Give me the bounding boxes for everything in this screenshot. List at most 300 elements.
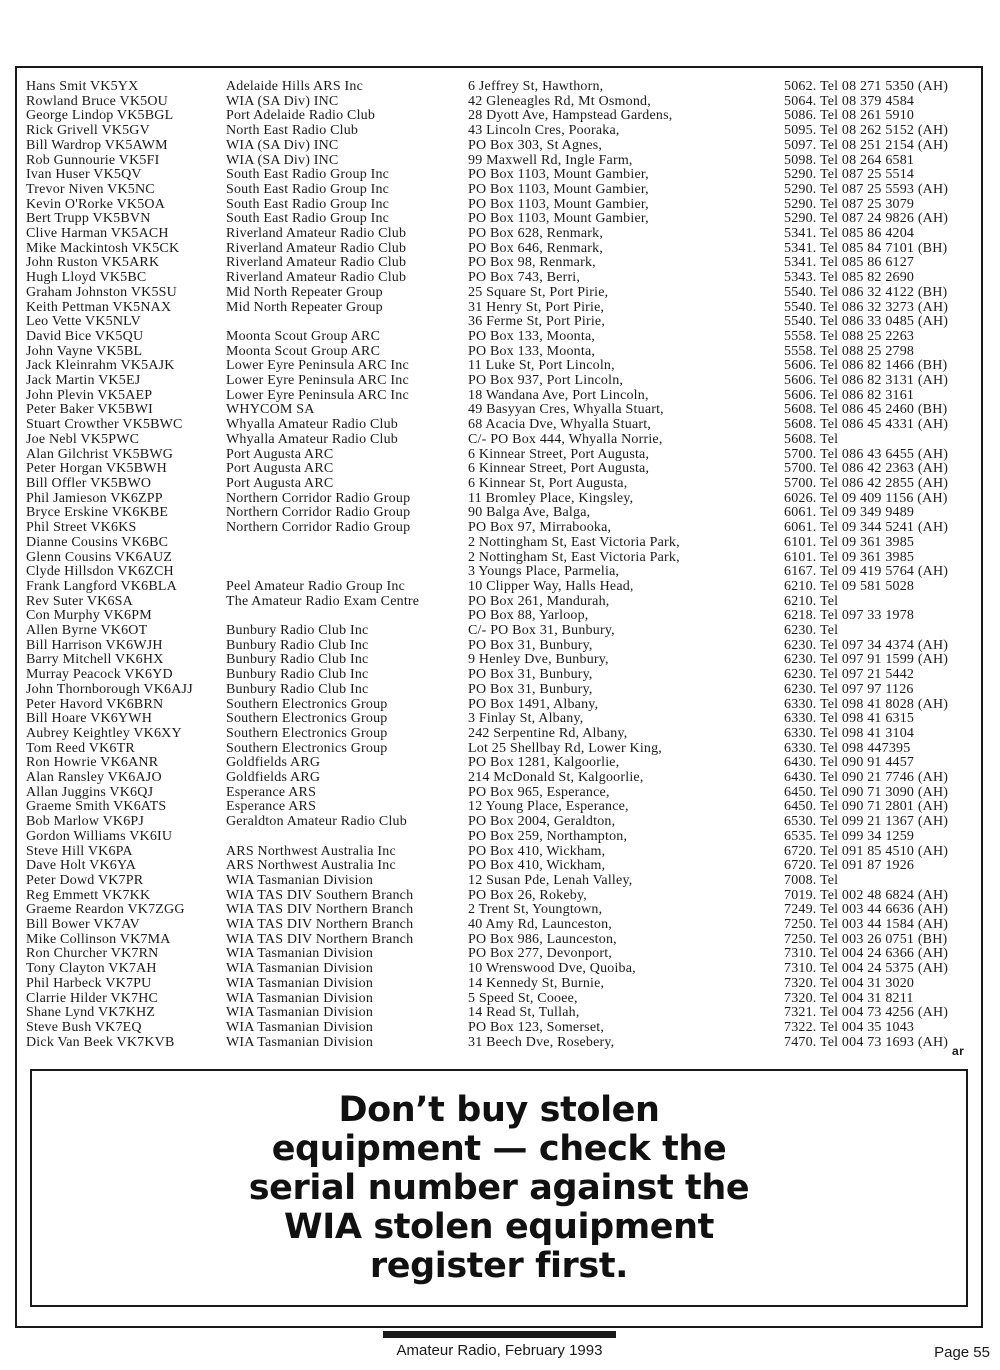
listing-row	[26, 580, 976, 595]
listing-row	[26, 521, 976, 536]
listing-row	[26, 286, 976, 301]
club-name: Southern Electronics Group	[226, 741, 388, 756]
contact-name: Peter Dowd VK7PR	[26, 873, 144, 888]
contact-name: Steve Hill VK6PA	[26, 844, 133, 859]
listing-row	[26, 639, 976, 654]
postcode-phone: 7310. Tel 004 24 5375 (AH)	[784, 962, 949, 977]
club-name: Northern Corridor Radio Group	[226, 506, 411, 521]
postal-address: PO Box 97, Mirrabooka,	[468, 521, 612, 536]
postcode-phone: 6330. Tel 098 41 8028 (AH)	[784, 697, 949, 712]
postcode-phone: 5700. Tel 086 42 2855 (AH)	[784, 476, 949, 491]
club-name: WIA (SA Div) INC	[226, 153, 339, 168]
postcode-phone: 7321. Tel 004 73 4256 (AH)	[784, 1006, 949, 1021]
contact-name: Rev Suter VK6SA	[26, 594, 133, 609]
contact-name: George Lindop VK5BGL	[26, 109, 174, 124]
club-name: Riverland Amateur Radio Club	[226, 227, 407, 242]
postal-address: PO Box 31, Bunbury,	[468, 668, 593, 683]
postal-address: PO Box 1281, Kalgoorlie,	[468, 756, 620, 771]
postcode-phone: 6430. Tel 090 21 7746 (AH)	[784, 771, 949, 786]
listing-row	[26, 80, 976, 95]
contact-name: Rowland Bruce VK5OU	[26, 94, 168, 109]
contact-name: Phil Harbeck VK7PU	[26, 976, 152, 991]
postcode-phone: 7249. Tel 003 44 6636 (AH)	[784, 903, 949, 918]
contact-name: Steve Bush VK7EQ	[26, 1021, 142, 1035]
postal-address: PO Box 1103, Mount Gambier,	[468, 182, 649, 197]
postal-address: 49 Basyyan Cres, Whyalla Stuart,	[468, 403, 664, 418]
contact-name: David Bice VK5QU	[26, 329, 144, 344]
contact-name: Jack Kleinrahm VK5AJK	[26, 359, 175, 374]
listing-row	[26, 374, 976, 389]
postcode-phone: 5700. Tel 086 43 6455 (AH)	[784, 447, 949, 462]
postcode-phone: 7008. Tel	[784, 873, 839, 888]
contact-name: Dick Van Beek VK7KVB	[26, 1035, 175, 1050]
postcode-phone: 7320. Tel 004 31 3020	[784, 976, 915, 991]
postcode-phone: 5540. Tel 086 32 3273 (AH)	[784, 300, 949, 315]
contact-name: Aubrey Keightley VK6XY	[26, 726, 182, 741]
listing-row	[26, 756, 976, 771]
postal-address: 42 Gleneagles Rd, Mt Osmond,	[468, 94, 651, 109]
club-name	[226, 830, 468, 845]
contact-name: Ivan Huser VK5QV	[26, 168, 142, 183]
listing-row	[26, 227, 976, 242]
listing-row	[26, 403, 976, 418]
listing-row	[26, 830, 976, 845]
listing-row	[26, 330, 976, 345]
postcode-phone: 6210. Tel 09 581 5028	[784, 579, 915, 594]
club-name: Northern Corridor Radio Group	[226, 491, 411, 506]
postcode-phone: 6535. Tel 099 34 1259	[784, 829, 915, 844]
postcode-phone: 6720. Tel 091 87 1926	[784, 859, 915, 874]
listing-row	[26, 301, 976, 316]
postcode-phone: 6450. Tel 090 71 3090 (AH)	[784, 785, 949, 800]
contact-name: Barry Mitchell VK6HX	[26, 653, 164, 668]
club-name: WIA TAS DIV Southern Branch	[226, 888, 414, 903]
postcode-phone: 6210. Tel	[784, 594, 839, 609]
listing-row	[26, 668, 976, 683]
postcode-phone: 7322. Tel 004 35 1043	[784, 1021, 915, 1035]
listing-row	[26, 95, 976, 110]
contact-name: Rick Grivell VK5GV	[26, 124, 150, 139]
postcode-phone: 5608. Tel 086 45 4331 (AH)	[784, 418, 949, 433]
postcode-phone: 5606. Tel 086 82 1466 (BH)	[784, 359, 948, 374]
club-name: Riverland Amateur Radio Club	[226, 256, 407, 271]
listing-row	[26, 212, 976, 227]
postal-address: 12 Young Place, Esperance,	[468, 800, 629, 815]
postal-address: PO Box 277, Devonport,	[468, 947, 613, 962]
postal-address: 9 Henley Dve, Bunbury,	[468, 653, 609, 668]
club-name: North East Radio Club	[226, 124, 359, 139]
postcode-phone: 6230. Tel 097 91 1599 (AH)	[784, 653, 949, 668]
postcode-phone: 6230. Tel 097 34 4374 (AH)	[784, 638, 949, 653]
club-name: Bunbury Radio Club Inc	[226, 624, 369, 639]
postcode-phone: 5343. Tel 085 82 2690	[784, 271, 915, 286]
postal-address: PO Box 1103, Mount Gambier,	[468, 197, 649, 212]
footer-publication: Amateur Radio, February 1993	[396, 1342, 603, 1359]
postcode-phone: 6218. Tel 097 33 1978	[784, 609, 915, 624]
contact-name: Hugh Lloyd VK5BC	[26, 271, 147, 286]
listing-row	[26, 462, 976, 477]
listing-row	[26, 624, 976, 639]
club-name: Southern Electronics Group	[226, 697, 388, 712]
listing-row	[26, 418, 976, 433]
listing-row	[26, 139, 976, 154]
postal-address: PO Box 410, Wickham,	[468, 844, 606, 859]
postcode-phone: 5608. Tel 086 45 2460 (BH)	[784, 403, 948, 418]
listing-row	[26, 242, 976, 257]
postal-address: PO Box 123, Somerset,	[468, 1021, 605, 1035]
postcode-phone: 6101. Tel 09 361 3985	[784, 550, 915, 565]
listing-row	[26, 595, 976, 610]
listing-row	[26, 433, 976, 448]
club-name: WIA Tasmanian Division	[226, 976, 374, 991]
contact-name: Kevin O'Rorke VK5OA	[26, 197, 166, 212]
listing-row	[26, 742, 976, 757]
footer-rule	[383, 1331, 616, 1338]
advert-line: equipment — check the	[271, 1128, 727, 1169]
club-name: Southern Electronics Group	[226, 726, 388, 741]
postcode-phone: 6330. Tel 098 41 6315	[784, 712, 915, 727]
club-name: Port Augusta ARC	[226, 462, 334, 477]
postcode-phone: 6330. Tel 098 41 3104	[784, 726, 915, 741]
club-name: Esperance ARS	[226, 800, 317, 815]
contact-name: Clive Harman VK5ACH	[26, 227, 169, 242]
postal-address: 6 Kinnear Street, Port Augusta,	[468, 447, 650, 462]
contact-name: Alan Ransley VK6AJO	[26, 771, 162, 786]
club-name: The Amateur Radio Exam Centre	[226, 594, 420, 609]
contact-name: Alan Gilchrist VK5BWG	[26, 447, 174, 462]
postal-address: 12 Susan Pde, Lenah Valley,	[468, 873, 633, 888]
postcode-phone: 5540. Tel 086 33 0485 (AH)	[784, 315, 949, 330]
club-name: WIA (SA Div) INC	[226, 138, 339, 153]
postcode-phone: 5086. Tel 08 261 5910	[784, 109, 915, 124]
listing-row	[26, 359, 976, 374]
listing-row	[26, 345, 976, 360]
contact-name: Murray Peacock VK6YD	[26, 668, 173, 683]
contact-name: Mike Collinson VK7MA	[26, 932, 171, 947]
contact-name: Bill Hoare VK6YWH	[26, 712, 153, 727]
listing-row	[26, 859, 976, 874]
listing-row	[26, 815, 976, 830]
postal-address: PO Box 965, Esperance,	[468, 785, 610, 800]
contact-name: Bill Harrison VK6WJH	[26, 638, 163, 653]
postal-address: 31 Henry St, Port Pirie,	[468, 300, 605, 315]
postal-address: PO Box 31, Bunbury,	[468, 638, 593, 653]
listing-row	[26, 609, 976, 624]
listing-row	[26, 800, 976, 815]
listing-row	[26, 712, 976, 727]
listing-row	[26, 653, 976, 668]
postcode-phone: 6061. Tel 09 349 9489	[784, 506, 915, 521]
listing-row	[26, 1006, 976, 1021]
page-number: Page 55	[934, 1344, 990, 1361]
postal-address: 2 Nottingham St, East Victoria Park,	[468, 535, 680, 550]
stolen-equipment-advert	[30, 1069, 968, 1307]
postcode-phone: 5290. Tel 087 25 5593 (AH)	[784, 182, 949, 197]
club-name: Bunbury Radio Club Inc	[226, 653, 369, 668]
contact-name: Rob Gunnourie VK5FI	[26, 153, 160, 168]
postcode-phone: 5095. Tel 08 262 5152 (AH)	[784, 124, 949, 139]
club-name: Bunbury Radio Club Inc	[226, 682, 369, 697]
contact-name: Graham Johnston VK5SU	[26, 285, 177, 300]
club-name: Riverland Amateur Radio Club	[226, 271, 407, 286]
listing-row	[26, 727, 976, 742]
postal-address: 18 Wandana Ave, Port Lincoln,	[468, 388, 649, 403]
postcode-phone: 7250. Tel 003 44 1584 (AH)	[784, 918, 949, 933]
club-name: Bunbury Radio Club Inc	[226, 668, 369, 683]
postal-address: PO Box 133, Moonta,	[468, 344, 596, 359]
postal-address: 40 Amy Rd, Launceston,	[468, 918, 612, 933]
listing-row	[26, 786, 976, 801]
contact-name: John Plevin VK5AEP	[26, 388, 153, 403]
contact-name: Graeme Reardon VK7ZGG	[26, 903, 185, 918]
postal-address: 3 Finlay St, Albany,	[468, 712, 584, 727]
contact-name: Mike Mackintosh VK5CK	[26, 241, 180, 256]
contact-name: Keith Pettman VK5NAX	[26, 300, 172, 315]
club-name: Northern Corridor Radio Group	[226, 521, 411, 536]
postal-address: PO Box 743, Berri,	[468, 271, 581, 286]
postal-address: PO Box 1491, Albany,	[468, 697, 599, 712]
listing-row	[26, 565, 976, 580]
contact-name: Clyde Hillsdon VK6ZCH	[26, 565, 174, 580]
postcode-phone: 6026. Tel 09 409 1156 (AH)	[784, 491, 948, 506]
postal-address: 25 Square St, Port Pirie,	[468, 285, 609, 300]
postcode-phone: 5341. Tel 085 84 7101 (BH)	[784, 241, 948, 256]
contact-name: Con Murphy VK6PM	[26, 609, 152, 624]
club-name: WIA Tasmanian Division	[226, 1021, 374, 1035]
contact-name: Peter Baker VK5BWI	[26, 403, 153, 418]
postal-address: 6 Kinnear Street, Port Augusta,	[468, 462, 650, 477]
club-name: Bunbury Radio Club Inc	[226, 638, 369, 653]
club-name: WIA Tasmanian Division	[226, 1035, 374, 1050]
club-name: WIA TAS DIV Northern Branch	[226, 903, 414, 918]
contact-name: John Thornborough VK6AJJ	[26, 682, 193, 697]
club-name: Adelaide Hills ARS Inc	[226, 80, 363, 94]
postal-address: C/- PO Box 444, Whyalla Norrie,	[468, 432, 663, 447]
listing-row	[26, 962, 976, 977]
club-name: Peel Amateur Radio Group Inc	[226, 579, 406, 594]
listing-row	[26, 992, 976, 1007]
club-name: Southern Electronics Group	[226, 712, 388, 727]
club-name: South East Radio Group Inc	[226, 182, 390, 197]
listing-row	[26, 168, 976, 183]
postal-address: PO Box 2004, Geraldton,	[468, 815, 616, 830]
contact-listing	[26, 80, 976, 1050]
club-name	[226, 315, 468, 330]
postcode-phone: 5062. Tel 08 271 5350 (AH)	[784, 80, 949, 94]
postcode-phone: 5558. Tel 088 25 2798	[784, 344, 915, 359]
listing-row	[26, 918, 976, 933]
postcode-phone: 6720. Tel 091 85 4510 (AH)	[784, 844, 949, 859]
listing-row	[26, 256, 976, 271]
postcode-phone: 6061. Tel 09 344 5241 (AH)	[784, 521, 949, 536]
club-name: WIA Tasmanian Division	[226, 962, 374, 977]
postal-address: 6 Jeffrey St, Hawthorn,	[468, 80, 604, 94]
listing-row	[26, 154, 976, 169]
listing-row	[26, 874, 976, 889]
postcode-phone: 7470. Tel 004 73 1693 (AH)	[784, 1035, 949, 1050]
postal-address: 68 Acacia Dve, Whyalla Stuart,	[468, 418, 652, 433]
postal-address: 10 Wrenswood Dve, Quoiba,	[468, 962, 636, 977]
postal-address: 14 Kennedy St, Burnie,	[468, 976, 605, 991]
club-name: Lower Eyre Peninsula ARC Inc	[226, 388, 409, 403]
postal-address: 31 Beech Dve, Rosebery,	[468, 1035, 615, 1050]
listing-row	[26, 889, 976, 904]
listing-row	[26, 1021, 976, 1036]
postcode-phone: 5606. Tel 086 82 3131 (AH)	[784, 374, 949, 389]
postal-address: 214 McDonald St, Kalgoorlie,	[468, 771, 644, 786]
listing-row	[26, 389, 976, 404]
postcode-phone: 5098. Tel 08 264 6581	[784, 153, 915, 168]
advert-line: Don’t buy stolen	[338, 1089, 660, 1130]
club-name: WIA (SA Div) INC	[226, 94, 339, 109]
listing-row	[26, 492, 976, 507]
postal-address: 6 Kinnear St, Port Augusta,	[468, 476, 628, 491]
contact-name: Frank Langford VK6BLA	[26, 579, 177, 594]
contact-name: Bert Trupp VK5BVN	[26, 212, 151, 227]
postal-address: PO Box 31, Bunbury,	[468, 682, 593, 697]
postal-address: PO Box 26, Rokeby,	[468, 888, 587, 903]
postal-address: PO Box 646, Renmark,	[468, 241, 604, 256]
contact-name: Ron Churcher VK7RN	[26, 947, 159, 962]
club-name: Geraldton Amateur Radio Club	[226, 815, 407, 830]
advert-line: register first.	[369, 1245, 629, 1286]
club-name: Mid North Repeater Group	[226, 300, 383, 315]
postal-address: 3 Youngs Place, Parmelia,	[468, 565, 620, 580]
postcode-phone: 5290. Tel 087 25 5514	[784, 168, 915, 183]
postcode-phone: 5341. Tel 085 86 6127	[784, 256, 915, 271]
listing-row	[26, 124, 976, 139]
club-name: Port Augusta ARC	[226, 447, 334, 462]
club-name: Moonta Scout Group ARC	[226, 329, 381, 344]
club-name: Riverland Amateur Radio Club	[226, 241, 407, 256]
listing-row	[26, 477, 976, 492]
listing-row	[26, 551, 976, 566]
contact-name: John Vayne VK5BL	[26, 344, 143, 359]
postal-address: 2 Trent St, Youngtown,	[468, 903, 603, 918]
contact-name: John Ruston VK5ARK	[26, 256, 160, 271]
postcode-phone: 6230. Tel	[784, 624, 839, 639]
club-name: WIA TAS DIV Northern Branch	[226, 932, 414, 947]
postal-address: 14 Read St, Tullah,	[468, 1006, 580, 1021]
contact-name: Bill Offler VK5BWO	[26, 476, 152, 491]
club-name: South East Radio Group Inc	[226, 168, 390, 183]
listing-row	[26, 536, 976, 551]
listing-row	[26, 109, 976, 124]
postcode-phone: 6230. Tel 097 21 5442	[784, 668, 915, 683]
club-name: South East Radio Group Inc	[226, 197, 390, 212]
club-name: Lower Eyre Peninsula ARC Inc	[226, 359, 409, 374]
listing-row	[26, 271, 976, 286]
postal-address: 242 Serpentine Rd, Albany,	[468, 726, 628, 741]
postal-address: PO Box 98, Renmark,	[468, 256, 596, 271]
club-name: Whyalla Amateur Radio Club	[226, 432, 398, 447]
contact-name: Dianne Cousins VK6BC	[26, 535, 169, 550]
postcode-phone: 5540. Tel 086 32 4122 (BH)	[784, 285, 948, 300]
contact-name: Reg Emmett VK7KK	[26, 888, 151, 903]
postal-address: 2 Nottingham St, East Victoria Park,	[468, 550, 680, 565]
postal-address: PO Box 628, Renmark,	[468, 227, 604, 242]
contact-name: Joe Nebl VK5PWC	[26, 432, 140, 447]
advert-line: WIA stolen equipment	[284, 1206, 714, 1247]
club-name: Port Adelaide Radio Club	[226, 109, 376, 124]
contact-name: Hans Smit VK5YX	[26, 80, 139, 94]
postcode-phone: 5290. Tel 087 24 9826 (AH)	[784, 212, 949, 227]
contact-name: Gordon Williams VK6IU	[26, 829, 173, 844]
club-name: WIA Tasmanian Division	[226, 873, 374, 888]
club-name	[226, 536, 468, 551]
listing-row	[26, 771, 976, 786]
contact-name: Leo Vette VK5NLV	[26, 315, 141, 330]
club-name: Goldfields ARG	[226, 771, 321, 786]
postal-address: PO Box 1103, Mount Gambier,	[468, 168, 649, 183]
contact-name: Glenn Cousins VK6AUZ	[26, 550, 173, 565]
club-name: Mid North Repeater Group	[226, 285, 383, 300]
postcode-phone: 7250. Tel 003 26 0751 (BH)	[784, 932, 948, 947]
contact-name: Ron Howrie VK6ANR	[26, 756, 159, 771]
postal-address: PO Box 303, St Agnes,	[468, 138, 603, 153]
listing-row	[26, 1036, 976, 1051]
contact-name: Bryce Erskine VK6KBE	[26, 506, 169, 521]
postcode-phone: 5606. Tel 086 82 3161	[784, 388, 915, 403]
postcode-phone: 6167. Tel 09 419 5764 (AH)	[784, 565, 949, 580]
postcode-phone: 6450. Tel 090 71 2801 (AH)	[784, 800, 949, 815]
postal-address: PO Box 986, Launceston,	[468, 932, 617, 947]
listing-row	[26, 448, 976, 463]
contact-name: Dave Holt VK6YA	[26, 859, 137, 874]
postcode-phone: 5064. Tel 08 379 4584	[784, 94, 915, 109]
club-name	[226, 551, 468, 566]
contact-name: Peter Havord VK6BRN	[26, 697, 164, 712]
postcode-phone: 5608. Tel	[784, 432, 839, 447]
postal-address: 11 Bromley Place, Kingsley,	[468, 491, 634, 506]
contact-name: Peter Horgan VK5BWH	[26, 462, 167, 477]
contact-name: Bob Marlow VK6PJ	[26, 815, 145, 830]
postcode-phone: 6230. Tel 097 97 1126	[784, 682, 914, 697]
contact-name: Phil Street VK6KS	[26, 521, 137, 536]
listing-row	[26, 845, 976, 860]
postal-address: PO Box 410, Wickham,	[468, 859, 606, 874]
listing-row	[26, 903, 976, 918]
listing-row	[26, 506, 976, 521]
contact-name: Jack Martin VK5EJ	[26, 374, 141, 389]
postal-address: 5 Speed St, Cooee,	[468, 991, 578, 1006]
postal-address: PO Box 261, Mandurah,	[468, 594, 610, 609]
postcode-phone: 5558. Tel 088 25 2263	[784, 329, 915, 344]
postal-address: 43 Lincoln Cres, Pooraka,	[468, 124, 620, 139]
postcode-phone: 6530. Tel 099 21 1367 (AH)	[784, 815, 949, 830]
contact-name: Clarrie Hilder VK7HC	[26, 991, 159, 1006]
club-name: Whyalla Amateur Radio Club	[226, 418, 398, 433]
club-name: WIA Tasmanian Division	[226, 1006, 374, 1021]
club-name: WIA TAS DIV Northern Branch	[226, 918, 414, 933]
postal-address: PO Box 133, Moonta,	[468, 329, 596, 344]
listing-row	[26, 698, 976, 713]
contact-name: Trevor Niven VK5NC	[26, 182, 155, 197]
postal-address: PO Box 937, Port Lincoln,	[468, 374, 624, 389]
postal-address: 99 Maxwell Rd, Ingle Farm,	[468, 153, 633, 168]
contact-name: Tom Reed VK6TR	[26, 741, 135, 756]
club-name: Esperance ARS	[226, 785, 317, 800]
postal-address: C/- PO Box 31, Bunbury,	[468, 624, 615, 639]
club-name: ARS Northwest Australia Inc	[226, 859, 396, 874]
end-of-article-mark: ar	[952, 1044, 965, 1058]
postal-address: PO Box 259, Northampton,	[468, 829, 628, 844]
postal-address: 90 Balga Ave, Balga,	[468, 506, 591, 521]
club-name	[226, 609, 468, 624]
postcode-phone: 5341. Tel 085 86 4204	[784, 227, 915, 242]
contact-name: Allan Juggins VK6QJ	[26, 785, 154, 800]
contact-name: Stuart Crowther VK5BWC	[26, 418, 183, 433]
